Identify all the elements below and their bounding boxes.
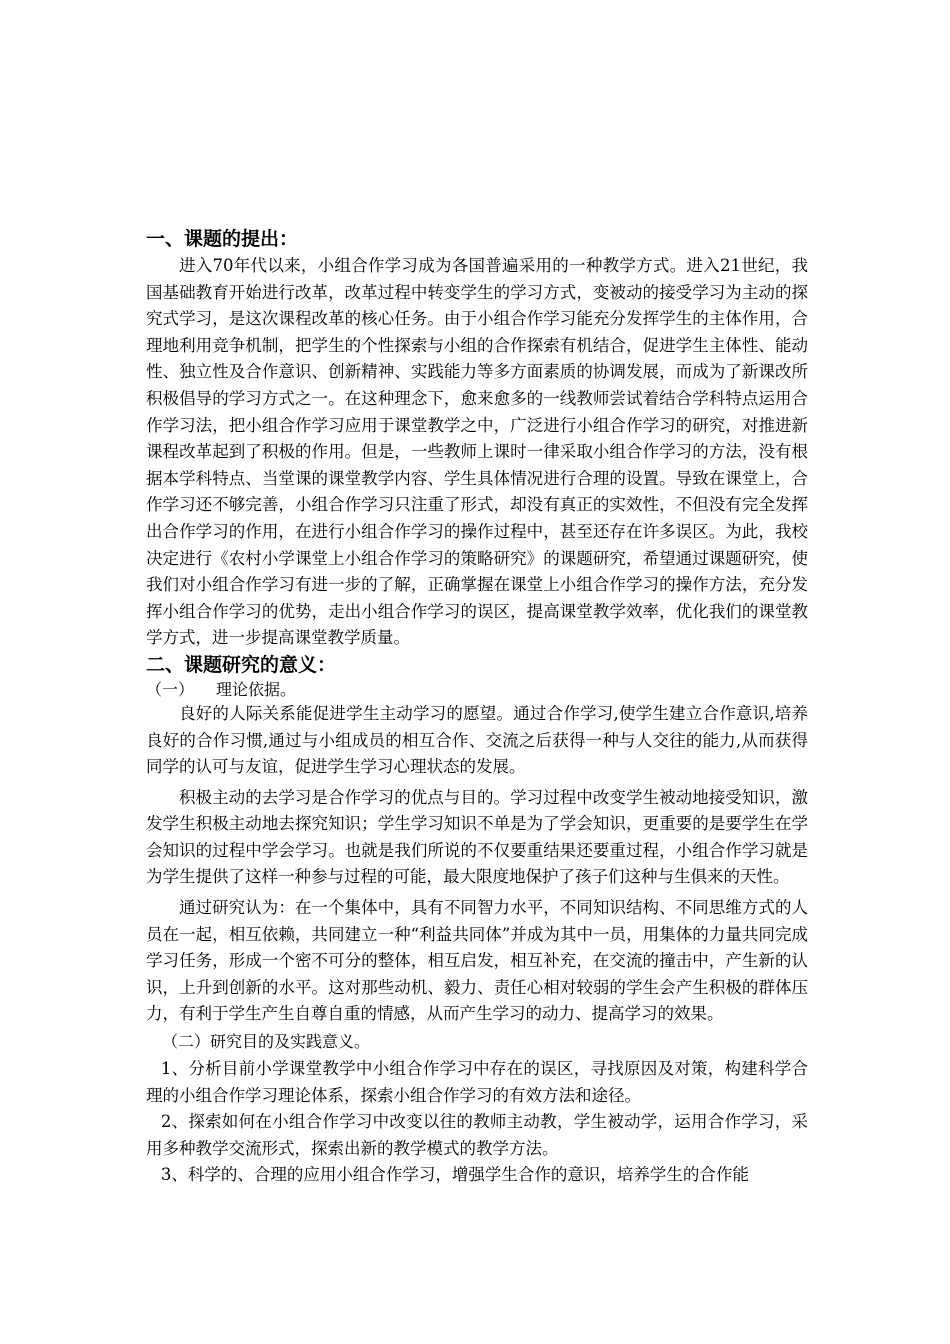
section-1-paragraph: 进入70年代以来，小组合作学习成为各国普遍采用的一种教学方式。进入21世纪，我国基础教育开始进行改革，改革过程中转变学生的学习方式，变被动的接受学习为主动的探究式学习，是这次课程改革的核心任务。由于小组合作学习能充分发挥学生的主体作用，合理地利用竞争机制，把学生的个性探索与小组的合作探索有机结合，促进学生主体性、能动性、独立性及合作意识、创新精神、实践能力等多方面素质的协调发展，而成为了新课改所积极倡导的学习方式之一。在这种理念下，愈来愈多的一线教师尝试着结合学科特点运用合作学习法，把小组合作学习应用于课堂教学之中，广泛进行小组合作学习的研究，对推进新课程改革起到了积极的作用。但是，一些教师上课时一律采取小组合作学习的方法，没有根据本学科特点、当堂课的课堂教学内容、学生具体情况进行合理的设置。导致在课堂上，合作学习还不够完善，小组合作学习只注重了形式，却没有真正的实效性，不但没有完全发挥出合作学习的作用，在进行小组合作学习的操作过程中，甚至还存在许多误区。为此，我校决定进行《农村小学课堂上小组合作学习的策略研究》的课题研究，希望通过课题研究，使我们对小组合作学习有进一步的了解，正确掌握在课堂上小组合作学习的操作方法，充分发挥小组合作学习的优势，走出小组合作学习的误区，提高课堂教学效率，优化我们的课堂教学方式，进一步提高课堂教学质量。: [146, 256, 808, 648]
subsection-2-heading: （二）研究目的及实践意义。: [162, 1032, 371, 1052]
section-2-heading: 二、课题研究的意义：: [146, 653, 337, 676]
theory-paragraph-3: 通过研究认为：在一个集体中，具有不同智力水平，不同知识结构、不同思维方式的人员在一起，相互依赖，共同建立一种“利益共同体”并成为其中一员，用集体的力量共同完成学习任务，形成一个密不可分的整体，相互启发，相互补充，在交流的撞击中，产生新的认识，上升到创新的水平。这对那些动机、毅力、责任心相对较弱的学生会产生积极的群体压力，有利于学生产生自尊自重的情感，从而产生学习的动力、提高学习的效果。: [146, 898, 808, 1024]
theory-paragraph-2: 积极主动的去学习是合作学习的优点与目的。学习过程中改变学生被动地接受知识，激发学生积极主动地去探究知识；学生学习知识不单是为了学会知识，更重要的是要学生在学会知识的过程中学会学习。也就是我们所说的不仅要重结果还要重过程，小组合作学习就是为学生提供了这样一种参与过程的可能，最大限度地保护了孩子们这种与生俱来的天性。: [146, 787, 808, 887]
section-1-heading: 一、课题的提出：: [146, 228, 299, 250]
list-item: 2、探索如何在小组合作学习中改变以往的教师主动教，学生被动学，运用合作学习，采用多种教学交流形式，探索出新的教学模式的教学方法。: [146, 1112, 808, 1158]
subsection-1-title: 理论依据。: [216, 679, 297, 699]
theory-paragraph-1: 良好的人际关系能促进学生主动学习的愿望。通过合作学习,使学生建立合作意识,培养良好的合作习惯,通过与小组成员的相互合作、交流之后获得一种与人交往的能力,从而获得同学的认可与友谊，促进学生学习心理状态的发展。: [146, 703, 808, 777]
list-item: 1、分析目前小学课堂教学中小组合作学习中存在的误区，寻找原因及对策，构建科学合理的小组合作学习理论体系，探索小组合作学习的有效方法和途径。: [146, 1059, 808, 1105]
document-page: [146, 226, 808, 1189]
subsection-1-number: （一）: [146, 679, 195, 699]
list-item: 3、科学的、合理的应用小组合作学习，增强学生合作的意识，培养学生的合作能: [160, 1165, 749, 1185]
subsection-1-heading: [146, 679, 808, 701]
